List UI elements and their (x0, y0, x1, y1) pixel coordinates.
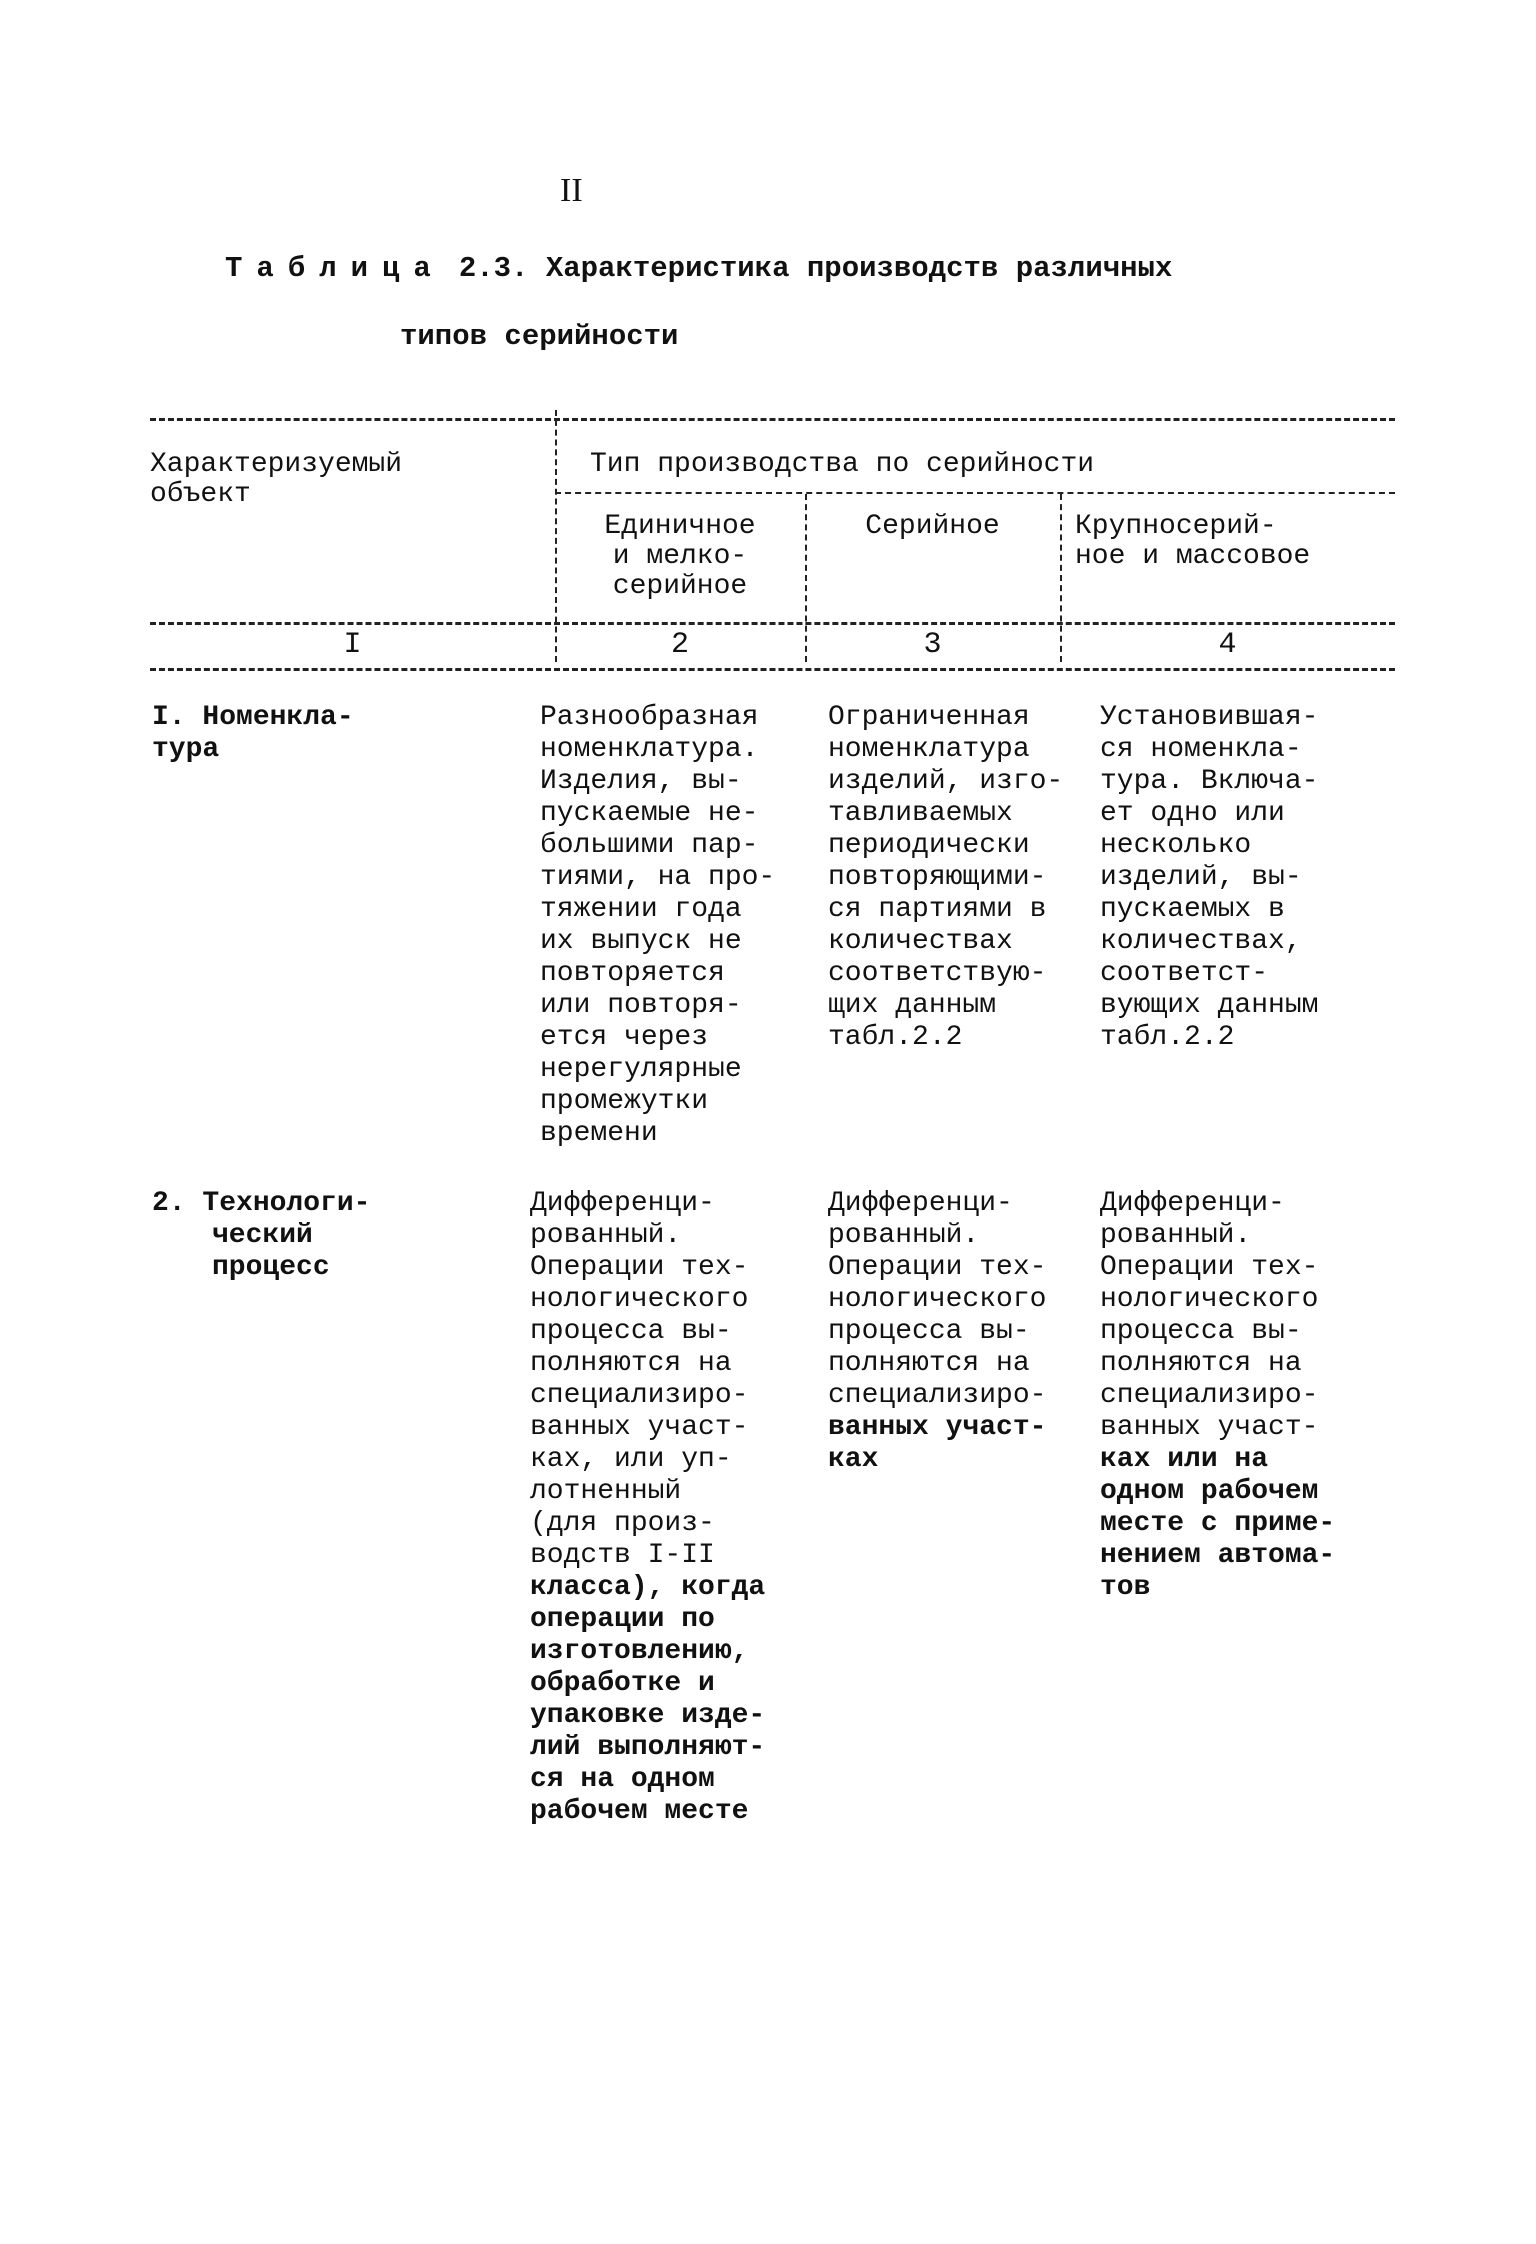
cell-line: специализиро- (1100, 1380, 1319, 1411)
column-number: 2 (670, 628, 689, 662)
cell-line: рованный. (828, 1220, 980, 1251)
cell-line: повторяется (540, 958, 725, 989)
cell-line: номенклатура. (540, 734, 759, 765)
cell-line: нологического (1100, 1284, 1319, 1315)
cell-line: Операции тех- (530, 1252, 749, 1283)
cell-line: ках, или уп- (530, 1444, 732, 1475)
row1-col3 (828, 702, 1063, 1054)
cell-line: Ограниченная (828, 702, 1030, 733)
cell-line: ках (828, 1444, 879, 1475)
cell-line: табл.2.2 (828, 1022, 963, 1053)
cell-line: их выпуск не (540, 926, 742, 957)
page-number: II (560, 172, 583, 209)
cell-line: количествах, (1100, 926, 1302, 957)
column-number: 3 (923, 628, 942, 662)
cell-line: процесса вы- (530, 1316, 732, 1347)
cell-line: ется через (540, 1022, 709, 1053)
cell-line: нологического (530, 1284, 749, 1315)
row1-col2 (540, 702, 775, 1150)
cell-line: изделий, вы- (1100, 862, 1302, 893)
header-col4 (1075, 512, 1310, 572)
cell-line: Дифференци- (828, 1188, 1013, 1219)
row1-col4 (1100, 702, 1318, 1054)
header-object-line: объект (150, 479, 251, 510)
cell-line: процесс (212, 1252, 330, 1283)
cell-line: лий выполняют- (530, 1732, 766, 1763)
cell-line: ся партиями в (828, 894, 1047, 925)
cell-line: рабочем месте (530, 1796, 749, 1827)
cell-line: Установившая- (1100, 702, 1319, 733)
cell-line: несколько (1100, 830, 1252, 861)
cell-line: рованный. (1100, 1220, 1252, 1251)
cell-line: пускаемые не- (540, 798, 759, 829)
cell-line: количествах (828, 926, 1013, 957)
cell-line: нологического (828, 1284, 1047, 1315)
header-col2-line: Единичное (604, 511, 756, 542)
cell-line: рованный. (530, 1220, 682, 1251)
header-object (150, 450, 402, 510)
header-col3 (805, 512, 1060, 542)
row2-col4 (1100, 1188, 1335, 1604)
cell-line: Дифференци- (530, 1188, 715, 1219)
cell-line: тиями, на про- (540, 862, 776, 893)
cell-line: ванных участ- (1100, 1412, 1319, 1443)
cell-line: процесса вы- (1100, 1316, 1302, 1347)
cell-line: специализиро- (828, 1380, 1047, 1411)
table-title-line2: типов серийности (400, 320, 679, 353)
cell-line: месте с приме- (1100, 1508, 1336, 1539)
cell-line: пускаемых в (1100, 894, 1285, 925)
header-object-line: Характеризуемый (150, 449, 403, 480)
cell-line: времени (540, 1118, 658, 1149)
cell-line: полняются на (1100, 1348, 1302, 1379)
column-number: I (343, 628, 362, 662)
cell-line: ся номенкла- (1100, 734, 1302, 765)
table-title (225, 252, 1172, 285)
header-group-title: Тип производства по серийности (590, 449, 1095, 480)
cell-line: одном рабочем (1100, 1476, 1319, 1507)
cell-line: ках или на (1100, 1444, 1269, 1475)
header-bottom-rule (150, 622, 1395, 625)
cell-line: тура. Включа- (1100, 766, 1319, 797)
cell-line: тура (152, 734, 220, 765)
cell-line: ческий (212, 1220, 313, 1251)
cell-line: нением автома- (1100, 1540, 1336, 1571)
cell-line: обработке и (530, 1668, 715, 1699)
row1-object (152, 702, 354, 766)
numbers-bottom-rule (150, 668, 1395, 671)
header-col2-line: серийное (612, 571, 748, 602)
cell-line: периодически (828, 830, 1030, 861)
table-label: Таблица (225, 252, 445, 285)
cell-line: класса), когда (530, 1572, 766, 1603)
cell-line: специализиро- (530, 1380, 749, 1411)
header-col2 (555, 512, 805, 602)
cell-line: Операции тех- (1100, 1252, 1319, 1283)
cell-line: тяжении года (540, 894, 742, 925)
cell-line: 2. Технологи- (152, 1188, 371, 1219)
cell-line: ванных участ- (828, 1412, 1047, 1443)
cell-line: ся на одном (530, 1764, 715, 1795)
cell-line: или повторя- (540, 990, 742, 1021)
cell-line: табл.2.2 (1100, 1022, 1235, 1053)
row2-object (152, 1188, 370, 1284)
cell-line: щих данным (828, 990, 997, 1021)
cell-line: номенклатура (828, 734, 1030, 765)
cell-line: вующих данным (1100, 990, 1319, 1021)
row2-col2 (530, 1188, 765, 1828)
cell-line: соответствую- (828, 958, 1047, 989)
cell-line: Операции тех- (828, 1252, 1047, 1283)
cell-line: повторяющими- (828, 862, 1047, 893)
header-col4-line: Крупносерий- (1075, 511, 1277, 542)
cell-line: изделий, изго- (828, 766, 1064, 797)
cell-line: Изделия, вы- (540, 766, 742, 797)
cell-line: ет одно или (1100, 798, 1285, 829)
cell-line: (для произ- (530, 1508, 715, 1539)
header-col4-line: ное и массовое (1075, 541, 1311, 572)
header-group-rule (555, 492, 1395, 494)
cell-line: соответст- (1100, 958, 1269, 989)
table-top-rule (150, 418, 1395, 421)
cell-line: процесса вы- (828, 1316, 1030, 1347)
cell-line: большими пар- (540, 830, 759, 861)
header-col2-line: и мелко- (612, 541, 748, 572)
row2-col3 (828, 1188, 1046, 1476)
table-title-text: 2.3. Характеристика производств различных (458, 252, 1173, 285)
cell-line: изготовлению, (530, 1636, 749, 1667)
header-col3-line: Серийное (865, 511, 1000, 542)
column-number: 4 (1218, 628, 1237, 662)
cell-line: нерегулярные (540, 1054, 742, 1085)
cell-line: полняются на (530, 1348, 732, 1379)
cell-line: промежутки (540, 1086, 709, 1117)
cell-line: операции по (530, 1604, 715, 1635)
cell-line: Разнообразная (540, 702, 759, 733)
cell-line: I. Номенкла- (152, 702, 354, 733)
cell-line: ванных участ- (530, 1412, 749, 1443)
cell-line: Дифференци- (1100, 1188, 1285, 1219)
cell-line: водств I-II (530, 1540, 715, 1571)
cell-line: тов (1100, 1572, 1151, 1603)
cell-line: лотненный (530, 1476, 682, 1507)
cell-line: тавливаемых (828, 798, 1013, 829)
cell-line: полняются на (828, 1348, 1030, 1379)
cell-line: упаковке изде- (530, 1700, 766, 1731)
